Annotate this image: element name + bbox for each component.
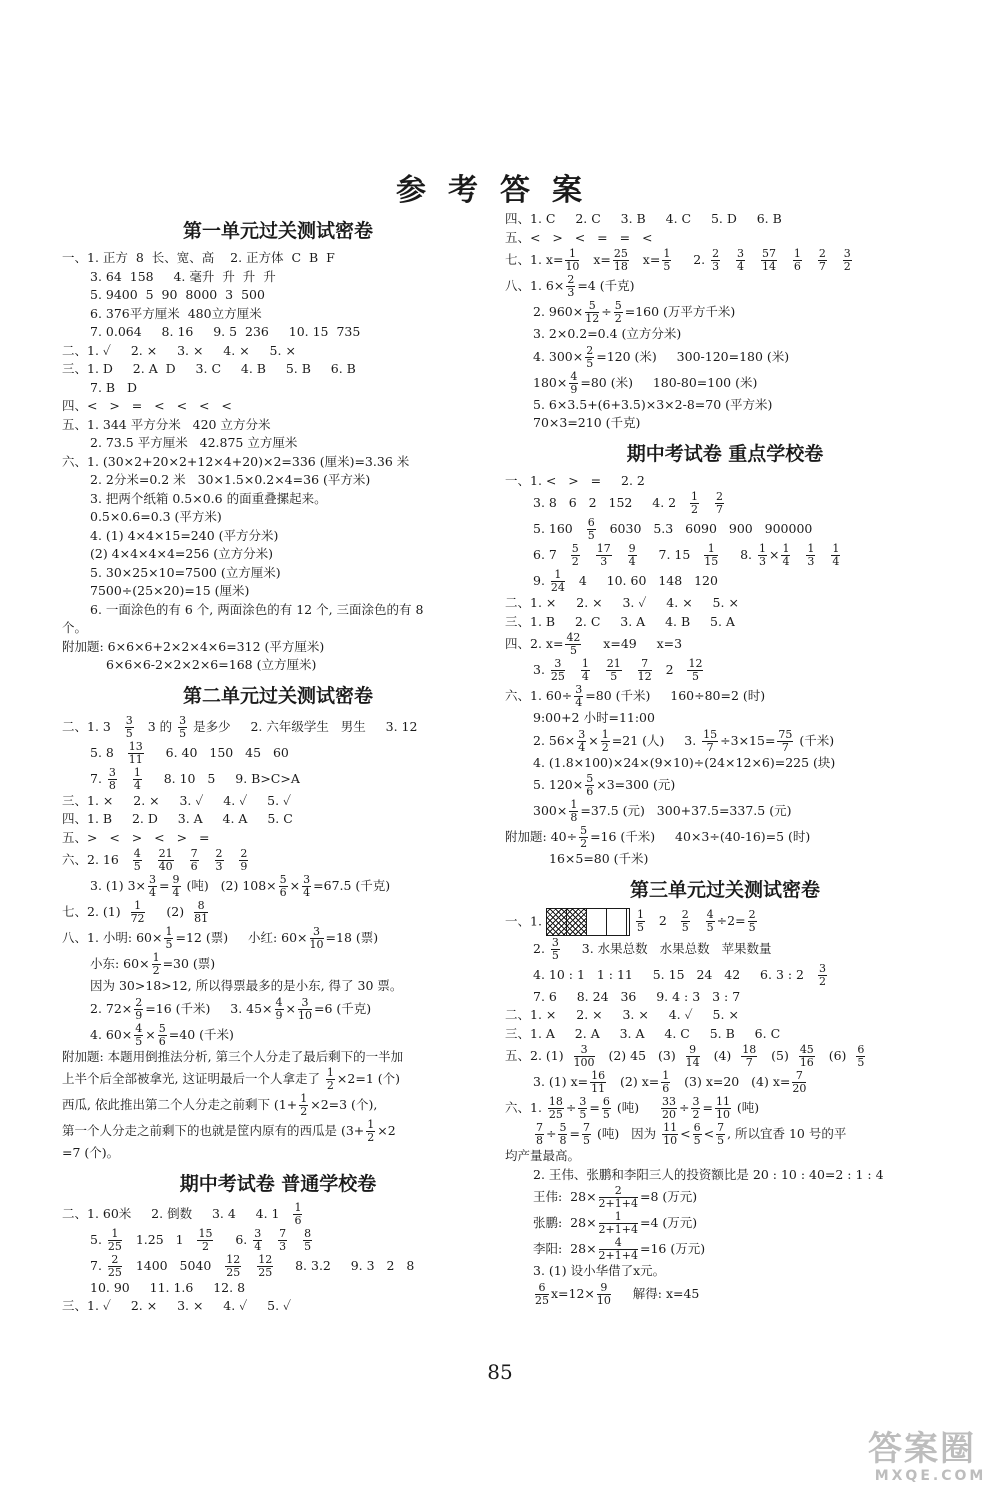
answer-line: 三、1. × 2. × 3. ✓ 4. ✓ 5. ✓ xyxy=(62,792,292,808)
answer-line: 四、1. B 2. D 3. A 4. A 5. C xyxy=(62,811,293,826)
answer-line: 二、1. × 2. × 3. × 4. ✓ 5. × xyxy=(505,1007,739,1022)
answer-line: 2. 73.5 平方厘米 42.875 立方厘米 xyxy=(90,435,298,450)
page-title: 参考答案 xyxy=(396,173,604,208)
answer-line: 三、1. B 2. C 3. A 4. B 5. A xyxy=(505,613,735,629)
answer-line: 六、2. 16 $\frac{4}{5}$ $\frac{21}{40}$ $\frac{7}{6}$ $\frac{2}{3}$ $\frac{2}{9}$ xyxy=(62,847,248,873)
answer-line: 9. $\frac{1}{24}$ 4 10. 60 148 120 xyxy=(533,568,718,594)
answer-line: 4. (1) 4×4×15=240 (平方分米) xyxy=(90,527,279,543)
answer-line: 5. $\frac{1}{25}$ 1.25 1 $\frac{15}{2}$ 6. $\frac{3}{4}$ $\frac{7}{3}$ $\frac{8}{5}$ xyxy=(90,1226,312,1253)
answer-line: 一、1. 正方 8 长、宽、高 2. 正方体 C B F xyxy=(62,250,335,265)
answer-line: 五、> < > < > = xyxy=(62,829,210,845)
answer-line: 六、1. (30×2+20×2+12×4+20)×2=336 (厘米)=3.36 米 xyxy=(62,453,410,469)
answer-line: 二、1. 3 $\frac{3}{5}$ 3 的 $\frac{3}{5}$ 是多少 2. 六年级学生 男生 3. 12 xyxy=(62,713,418,740)
answer-line: 六、1. 60÷ $\frac{3}{4}$ =80 (千米) 160÷80=2 (时) xyxy=(505,683,766,709)
answer-line: 6×6×6-2×2×2×6=168 (立方厘米) xyxy=(106,657,317,672)
answer-line: 五、1. 344 平方分米 420 立方分米 xyxy=(62,416,271,432)
answer-line: 5. 9400 5 90 8000 3 500 xyxy=(90,287,265,302)
answer-line: 5. 30×25×10=7500 (立方厘米) xyxy=(90,564,281,580)
answer-line: 个。 xyxy=(62,620,88,635)
answer-line: 3. 把两个纸箱 0.5×0.6 的面重叠摞起来。 xyxy=(90,490,327,506)
answer-line: $\frac{7}{8}$ ÷ $\frac{5}{8}$ = $\frac{7}{5}$ (吨) 因为 $\frac{11}{10}$ < $\frac{6}{5}$ < $\frac{7}{5}$ , 所以宜香 10 号的平 xyxy=(536,1121,847,1147)
shaded-fraction-grid xyxy=(546,908,630,936)
answer-column-left xyxy=(62,210,494,1316)
answer-line: 180× $\frac{4}{9}$ =80 (米) 180-80=100 (米) xyxy=(533,369,758,396)
answer-line: 五、2. (1) $\frac{3}{100}$ (2) 45 (3) $\frac{9}{14}$ (4) $\frac{18}{7}$ (5) $\frac{45}{16}$ (6) $\frac{6}{5}$ xyxy=(505,1043,865,1069)
answer-line: 2. 72× $\frac{2}{9}$ =16 (千米) 3. 45× $\frac{4}{9}$ × $\frac{3}{10}$ =6 (千克) xyxy=(90,995,372,1022)
section-title: 第一单元过关测试密卷 xyxy=(182,220,373,242)
answer-line: 6. 7 $\frac{5}{2}$ $\frac{17}{3}$ $\frac{9}{4}$ 7. 15 $\frac{1}{15}$ 8. $\frac{1}{3}$ × $\frac{1}{4}$ $\frac{1}{3}$ $\frac{1}{4}$ xyxy=(533,542,840,568)
answer-line: 第一个人分走之前剩下的也就是筐内原有的西瓜是 (3+ $\frac{1}{2}$ ×2 xyxy=(62,1118,396,1144)
answer-line: 9:00+2 小时=11:00 xyxy=(533,710,655,725)
answer-line: 2. 王伟、张鹏和李阳三人的投资额比是 20 : 10 : 40=2 : 1 : 4 xyxy=(533,1166,884,1182)
answer-line: 70×3=210 (千克) xyxy=(533,415,641,430)
answer-line: 附加题: 本题用倒推法分析, 第三个人分走了最后剩下的一半加 xyxy=(62,1048,404,1064)
answer-line-math: $\frac{1}{5}$ 2 $\frac{2}{5}$ $\frac{4}{5}$ ÷2= $\frac{2}{5}$ xyxy=(636,908,756,934)
answer-line: 5. 6×3.5+(6+3.5)×3×2-8=70 (平方米) xyxy=(533,396,773,412)
answer-line: 7500÷(25×20)=15 (厘米) xyxy=(90,583,250,598)
answer-line: 5. 120× $\frac{5}{6}$ ×3=300 (元) xyxy=(533,772,676,798)
answer-line: 二、1. × 2. × 3. ✓ 4. × 5. × xyxy=(505,595,739,610)
answer-line: 附加题: 6×6×6+2×2×4×6=312 (平方厘米) xyxy=(62,638,325,654)
answer-line: 二、1. 60米 2. 倒数 3. 4 4. 1 $\frac{1}{6}$ xyxy=(62,1200,302,1227)
answer-line: 4. 10 : 1 1 : 11 5. 15 24 42 6. 3 : 2 $\frac{3}{2}$ xyxy=(533,961,826,988)
section-title: 第二单元过关测试密卷 xyxy=(182,684,373,707)
answer-line: 4. 60× $\frac{4}{5}$ × $\frac{5}{6}$ =40 (千米) xyxy=(90,1021,234,1048)
answer-line: 3. (1) x= $\frac{16}{11}$ (2) x= $\frac{1}{6}$ (3) x=20 (4) x= $\frac{7}{20}$ xyxy=(533,1069,807,1095)
answer-line: 4. (1.8×100)×24×(9×10)÷(24×12×6)=225 (块) xyxy=(533,754,836,770)
section-title: 期中考试卷 重点学校卷 xyxy=(626,442,824,465)
answer-line: 10. 90 11. 1.6 12. 8 xyxy=(90,1279,246,1295)
answer-line: 王伟: 28× $\frac{2}{2+1+4}$ =8 (万元) xyxy=(533,1184,698,1210)
answer-line: 3. $\frac{3}{25}$ $\frac{1}{4}$ $\frac{21}{5}$ $\frac{7}{12}$ 2 $\frac{12}{5}$ xyxy=(533,657,703,683)
answer-line: 2. $\frac{3}{5}$ 3. 水果总数 水果总数 苹果数量 xyxy=(533,935,772,962)
answer-line: 7. $\frac{3}{8}$ $\frac{1}{4}$ 8. 10 5 9. B>C>A xyxy=(90,765,300,792)
answer-line: 300× $\frac{1}{8}$ =37.5 (元) 300+37.5=337.5 (元) xyxy=(533,798,792,824)
answer-line: $\frac{6}{25}$ x=12× $\frac{9}{10}$ 解得: x=45 xyxy=(535,1280,700,1307)
section-title: 第三单元过关测试密卷 xyxy=(629,878,820,901)
answer-line: 0.5×0.6=0.3 (平方米) xyxy=(90,509,222,524)
section-title: 期中考试卷 普通学校卷 xyxy=(179,1172,377,1195)
answer-line: 6. 376平方厘米 480立方厘米 xyxy=(90,305,262,321)
answer-line: 5. 8 $\frac{13}{11}$ 6. 40 150 45 60 xyxy=(90,739,289,766)
answer-line: 西瓜, 依此推出第二个人分走之前剩下 (1+ $\frac{1}{2}$ ×2=3 (个), xyxy=(62,1092,378,1118)
answer-line: 七、1. x= $\frac{1}{10}$ x= $\frac{25}{18}$ x= $\frac{1}{5}$ 2. $\frac{2}{3}$ $\frac{3}{4}$ $\frac{57}{14}$ $\frac{1}{6}$ $\frac{2}{7}$ $\frac{3}{2}$ xyxy=(505,247,851,273)
answer-line: 附加题: 40÷ $\frac{5}{2}$ =16 (千米) 40×3÷(40-16)=5 (时) xyxy=(505,824,811,850)
answer-line: 三、1. D 2. A D 3. C 4. B 5. B 6. B xyxy=(62,361,356,376)
answer-line: 7. 0.064 8. 16 9. 5 236 10. 15 735 xyxy=(90,324,361,339)
answer-line xyxy=(505,908,945,936)
answer-line: 3. (1) 设小华借了x元。 xyxy=(533,1263,666,1278)
answer-line: =7 (个)。 xyxy=(62,1145,120,1160)
answer-line: 2. 56× $\frac{3}{4}$ × $\frac{1}{2}$ =21 (人) 3. $\frac{15}{7}$ ÷3×15= $\frac{75}{7}$ (千米) xyxy=(533,727,835,754)
answer-line: 二、1. ✓ 2. × 3. × 4. × 5. × xyxy=(62,342,296,358)
answer-line: 4. 300× $\frac{2}{5}$ =120 (米) 300-120=180 (米) xyxy=(533,343,790,370)
answer-line: 四、1. C 2. C 3. B 4. C 5. D 6. B xyxy=(505,211,782,226)
answer-line: 7. B D xyxy=(90,379,138,395)
answer-line: 七、2. (1) $\frac{1}{72}$ (2) $\frac{8}{81}$ xyxy=(62,899,209,925)
answer-line: 上半个后全部被拿光, 这证明最后一个人拿走了 $\frac{1}{2}$ ×2=1 (个) xyxy=(62,1066,401,1092)
answer-line: 均产量最高。 xyxy=(505,1148,581,1163)
answer-line: 四、< > = < < < < xyxy=(62,398,232,413)
answer-line: 因为 30>18>12, 所以得票最多的是小东, 得了 30 票。 xyxy=(90,978,403,993)
answer-line: 3. (1) 3× $\frac{3}{4}$ = $\frac{9}{4}$ (吨) (2) 108× $\frac{5}{6}$ × $\frac{3}{4}$ =67.5 (千克) xyxy=(90,873,391,899)
answer-line: 小东: 60× $\frac{1}{2}$ =30 (票) xyxy=(90,951,216,977)
answer-line: 四、2. x= $\frac{42}{5}$ x=49 x=3 xyxy=(505,631,683,657)
answer-line: 八、1. 6× $\frac{2}{3}$ =4 (千克) xyxy=(505,273,635,299)
answer-line: 2. 2分米=0.2 米 30×1.5×0.2×4=36 (平方米) xyxy=(90,472,371,487)
answer-line: 一、1. < > = 2. 2 xyxy=(505,472,645,488)
answer-line: 三、1. A 2. A 3. A 4. C 5. B 6. C xyxy=(505,1025,781,1041)
answer-line: 八、1. 小明: 60× $\frac{1}{5}$ =12 (票) 小红: 60× $\frac{3}{10}$ =18 (票) xyxy=(62,925,379,951)
answer-line: 李阳: 28× $\frac{4}{2+1+4}$ =16 (万元) xyxy=(533,1236,706,1262)
answer-line: 5. 160 $\frac{6}{5}$ 6030 5.3 6090 900 900000 xyxy=(533,516,813,542)
answer-line: 3. 2×0.2=0.4 (立方分米) xyxy=(533,326,682,341)
watermark-domain: MXQE.COM xyxy=(874,1468,987,1484)
answer-line: 7. 6 8. 24 36 9. 4 : 3 3 : 7 xyxy=(533,988,741,1004)
answer-line: (2) 4×4×4×4=256 (立方分米) xyxy=(90,546,273,561)
answer-line: 3. 8 6 2 152 4. 2 $\frac{1}{2}$ $\frac{2}{7}$ xyxy=(533,490,723,516)
answer-column-right xyxy=(505,210,945,1307)
answer-line: 三、1. ✓ 2. × 3. × 4. ✓ 5. ✓ xyxy=(62,1298,292,1313)
page-number: 85 xyxy=(487,1360,513,1384)
answer-line-label: 一、1. xyxy=(505,913,542,928)
watermark-mark: 答案圈 xyxy=(868,1429,976,1469)
answer-line: 五、< > < = = < xyxy=(505,229,653,245)
answer-line: 7. $\frac{2}{25}$ 1400 5040 $\frac{12}{25}$ $\frac{12}{25}$ 8. 3.2 9. 3 2 8 xyxy=(90,1252,415,1279)
answer-line: 6. 一面涂色的有 6 个, 两面涂色的有 12 个, 三面涂色的有 8 xyxy=(90,601,424,617)
answer-line: 2. 960× $\frac{5}{12}$ ÷ $\frac{5}{2}$ =160 (万平方千米) xyxy=(533,299,736,325)
watermark-logo xyxy=(868,1430,993,1500)
answer-line: 16×5=80 (千米) xyxy=(549,851,649,866)
answer-line: 六、1. $\frac{18}{25}$ ÷ $\frac{3}{5}$ = $\frac{6}{5}$ (吨) $\frac{33}{20}$ ÷ $\frac{3}{2}$ = $\frac{11}{10}$ (吨) xyxy=(505,1095,760,1121)
answer-line: 张鹏: 28× $\frac{1}{2+1+4}$ =4 (万元) xyxy=(533,1210,698,1236)
answer-line: 3. 64 158 4. 毫升 升 升 升 xyxy=(90,268,276,284)
